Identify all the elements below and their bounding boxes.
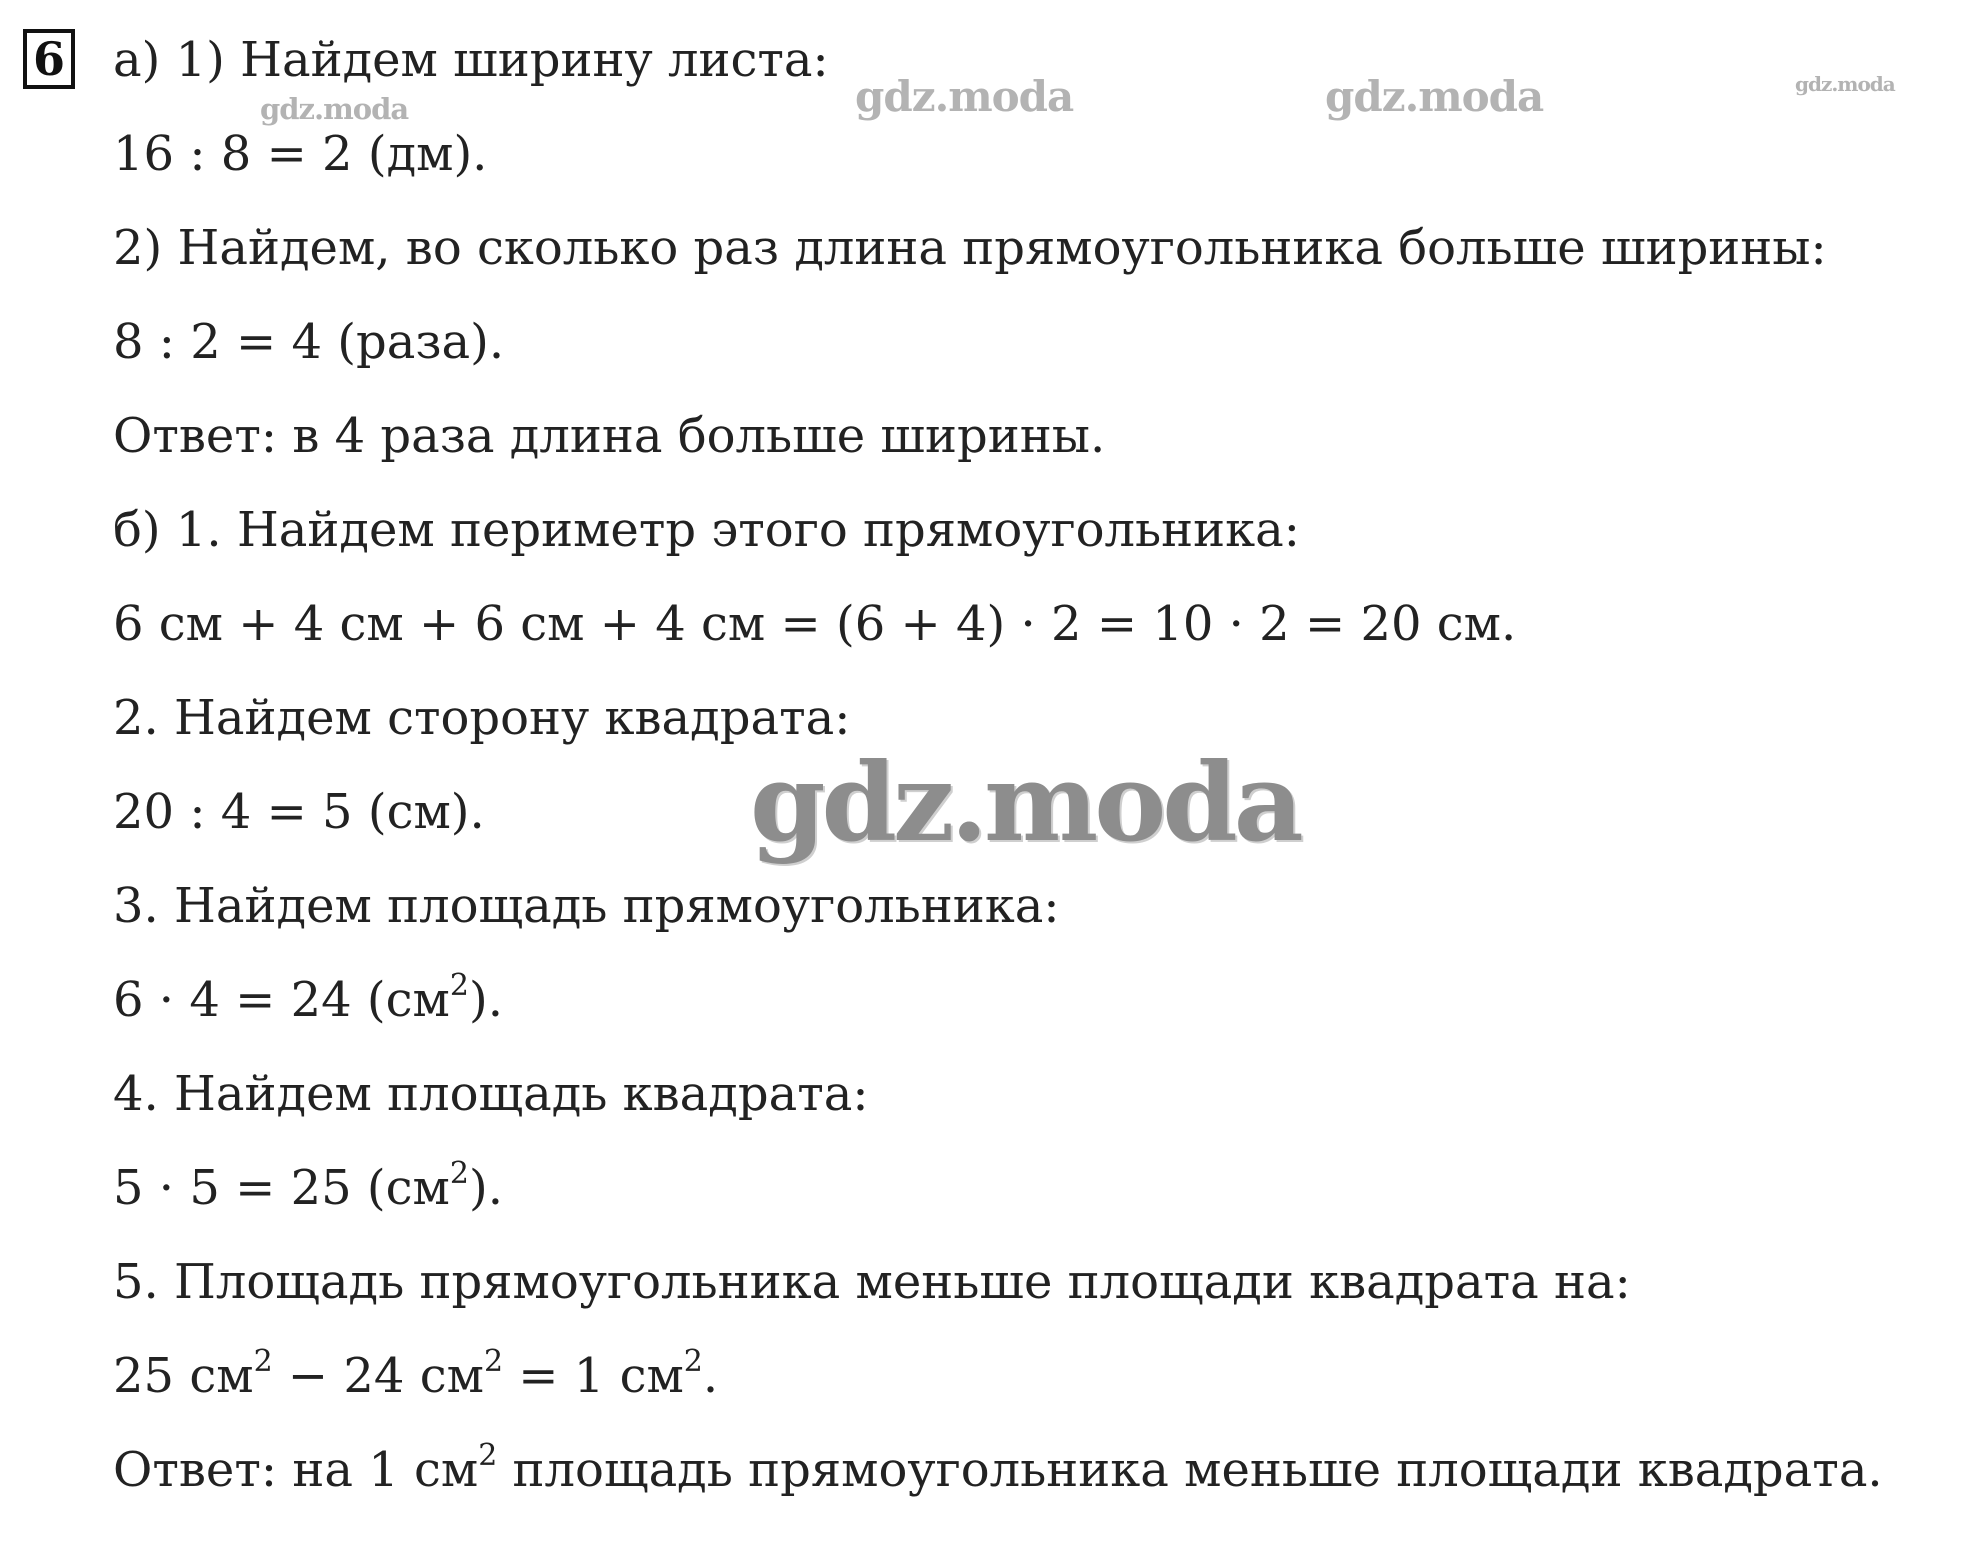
solution-line xyxy=(113,1341,1953,1435)
solution-line xyxy=(113,119,1953,213)
solution-line xyxy=(113,589,1953,683)
superscript: 2 xyxy=(483,1344,504,1379)
solution-line xyxy=(113,307,1953,401)
line-text: 6 · 4 = 24 (см xyxy=(113,972,450,1028)
solution-line xyxy=(113,1247,1953,1341)
line-text: ). xyxy=(468,1160,503,1216)
superscript: 2 xyxy=(683,1344,703,1379)
line-text: 5 · 5 = 25 (см xyxy=(113,1160,450,1216)
line-text: б) 1. Найдем периметр этого прямоугольника: xyxy=(113,502,1300,558)
watermark: gdz.moda xyxy=(1325,72,1544,121)
solution-line xyxy=(113,1435,1953,1529)
line-text: − 24 см xyxy=(272,1348,484,1404)
line-text: 20 : 4 = 5 (см). xyxy=(113,784,485,840)
watermark: gdz.moda xyxy=(855,72,1074,121)
solution-line xyxy=(113,965,1953,1059)
task-number-badge: 6 xyxy=(23,29,75,89)
watermark-large: gdz.moda xyxy=(750,740,1300,866)
line-text: 4. Найдем площадь квадрата: xyxy=(113,1066,869,1122)
solution-line xyxy=(113,213,1953,307)
line-text: ). xyxy=(468,972,503,1028)
solution-line xyxy=(113,871,1953,965)
solution-line xyxy=(113,495,1953,589)
line-text: 16 : 8 = 2 (дм). xyxy=(113,126,488,182)
superscript: 2 xyxy=(449,1156,469,1191)
line-text: площадь прямоугольника меньше площади квадрата. xyxy=(497,1442,1883,1498)
line-text: 25 см xyxy=(113,1348,254,1404)
line-text: 2. Найдем сторону квадрата: xyxy=(113,690,851,746)
superscript: 2 xyxy=(478,1438,498,1473)
solution-line xyxy=(113,401,1953,495)
watermark: gdz.moda xyxy=(260,92,409,126)
superscript: 2 xyxy=(449,968,469,1003)
line-text: 5. Площадь прямоугольника меньше площади квадрата на: xyxy=(113,1254,1631,1310)
line-text: 6 см + 4 см + 6 см + 4 см = (6 + 4) · 2 = 10 · 2 = 20 см. xyxy=(113,596,1517,652)
line-text: а) 1) Найдем ширину листа: xyxy=(113,32,829,88)
line-text: 8 : 2 = 4 (раза). xyxy=(113,314,505,370)
superscript: 2 xyxy=(253,1344,273,1379)
line-text: Ответ: на 1 см xyxy=(113,1442,479,1498)
line-text: Ответ: в 4 раза длина больше ширины. xyxy=(113,408,1106,464)
line-text: 2) Найдем, во сколько раз длина прямоугольника больше ширины: xyxy=(113,220,1827,276)
watermark: gdz.moda xyxy=(1795,72,1895,96)
solution-line xyxy=(113,1153,1953,1247)
solution-line xyxy=(113,1059,1953,1153)
line-text: . xyxy=(702,1348,719,1404)
line-text: = 1 см xyxy=(503,1348,684,1404)
line-text: 3. Найдем площадь прямоугольника: xyxy=(113,878,1060,934)
